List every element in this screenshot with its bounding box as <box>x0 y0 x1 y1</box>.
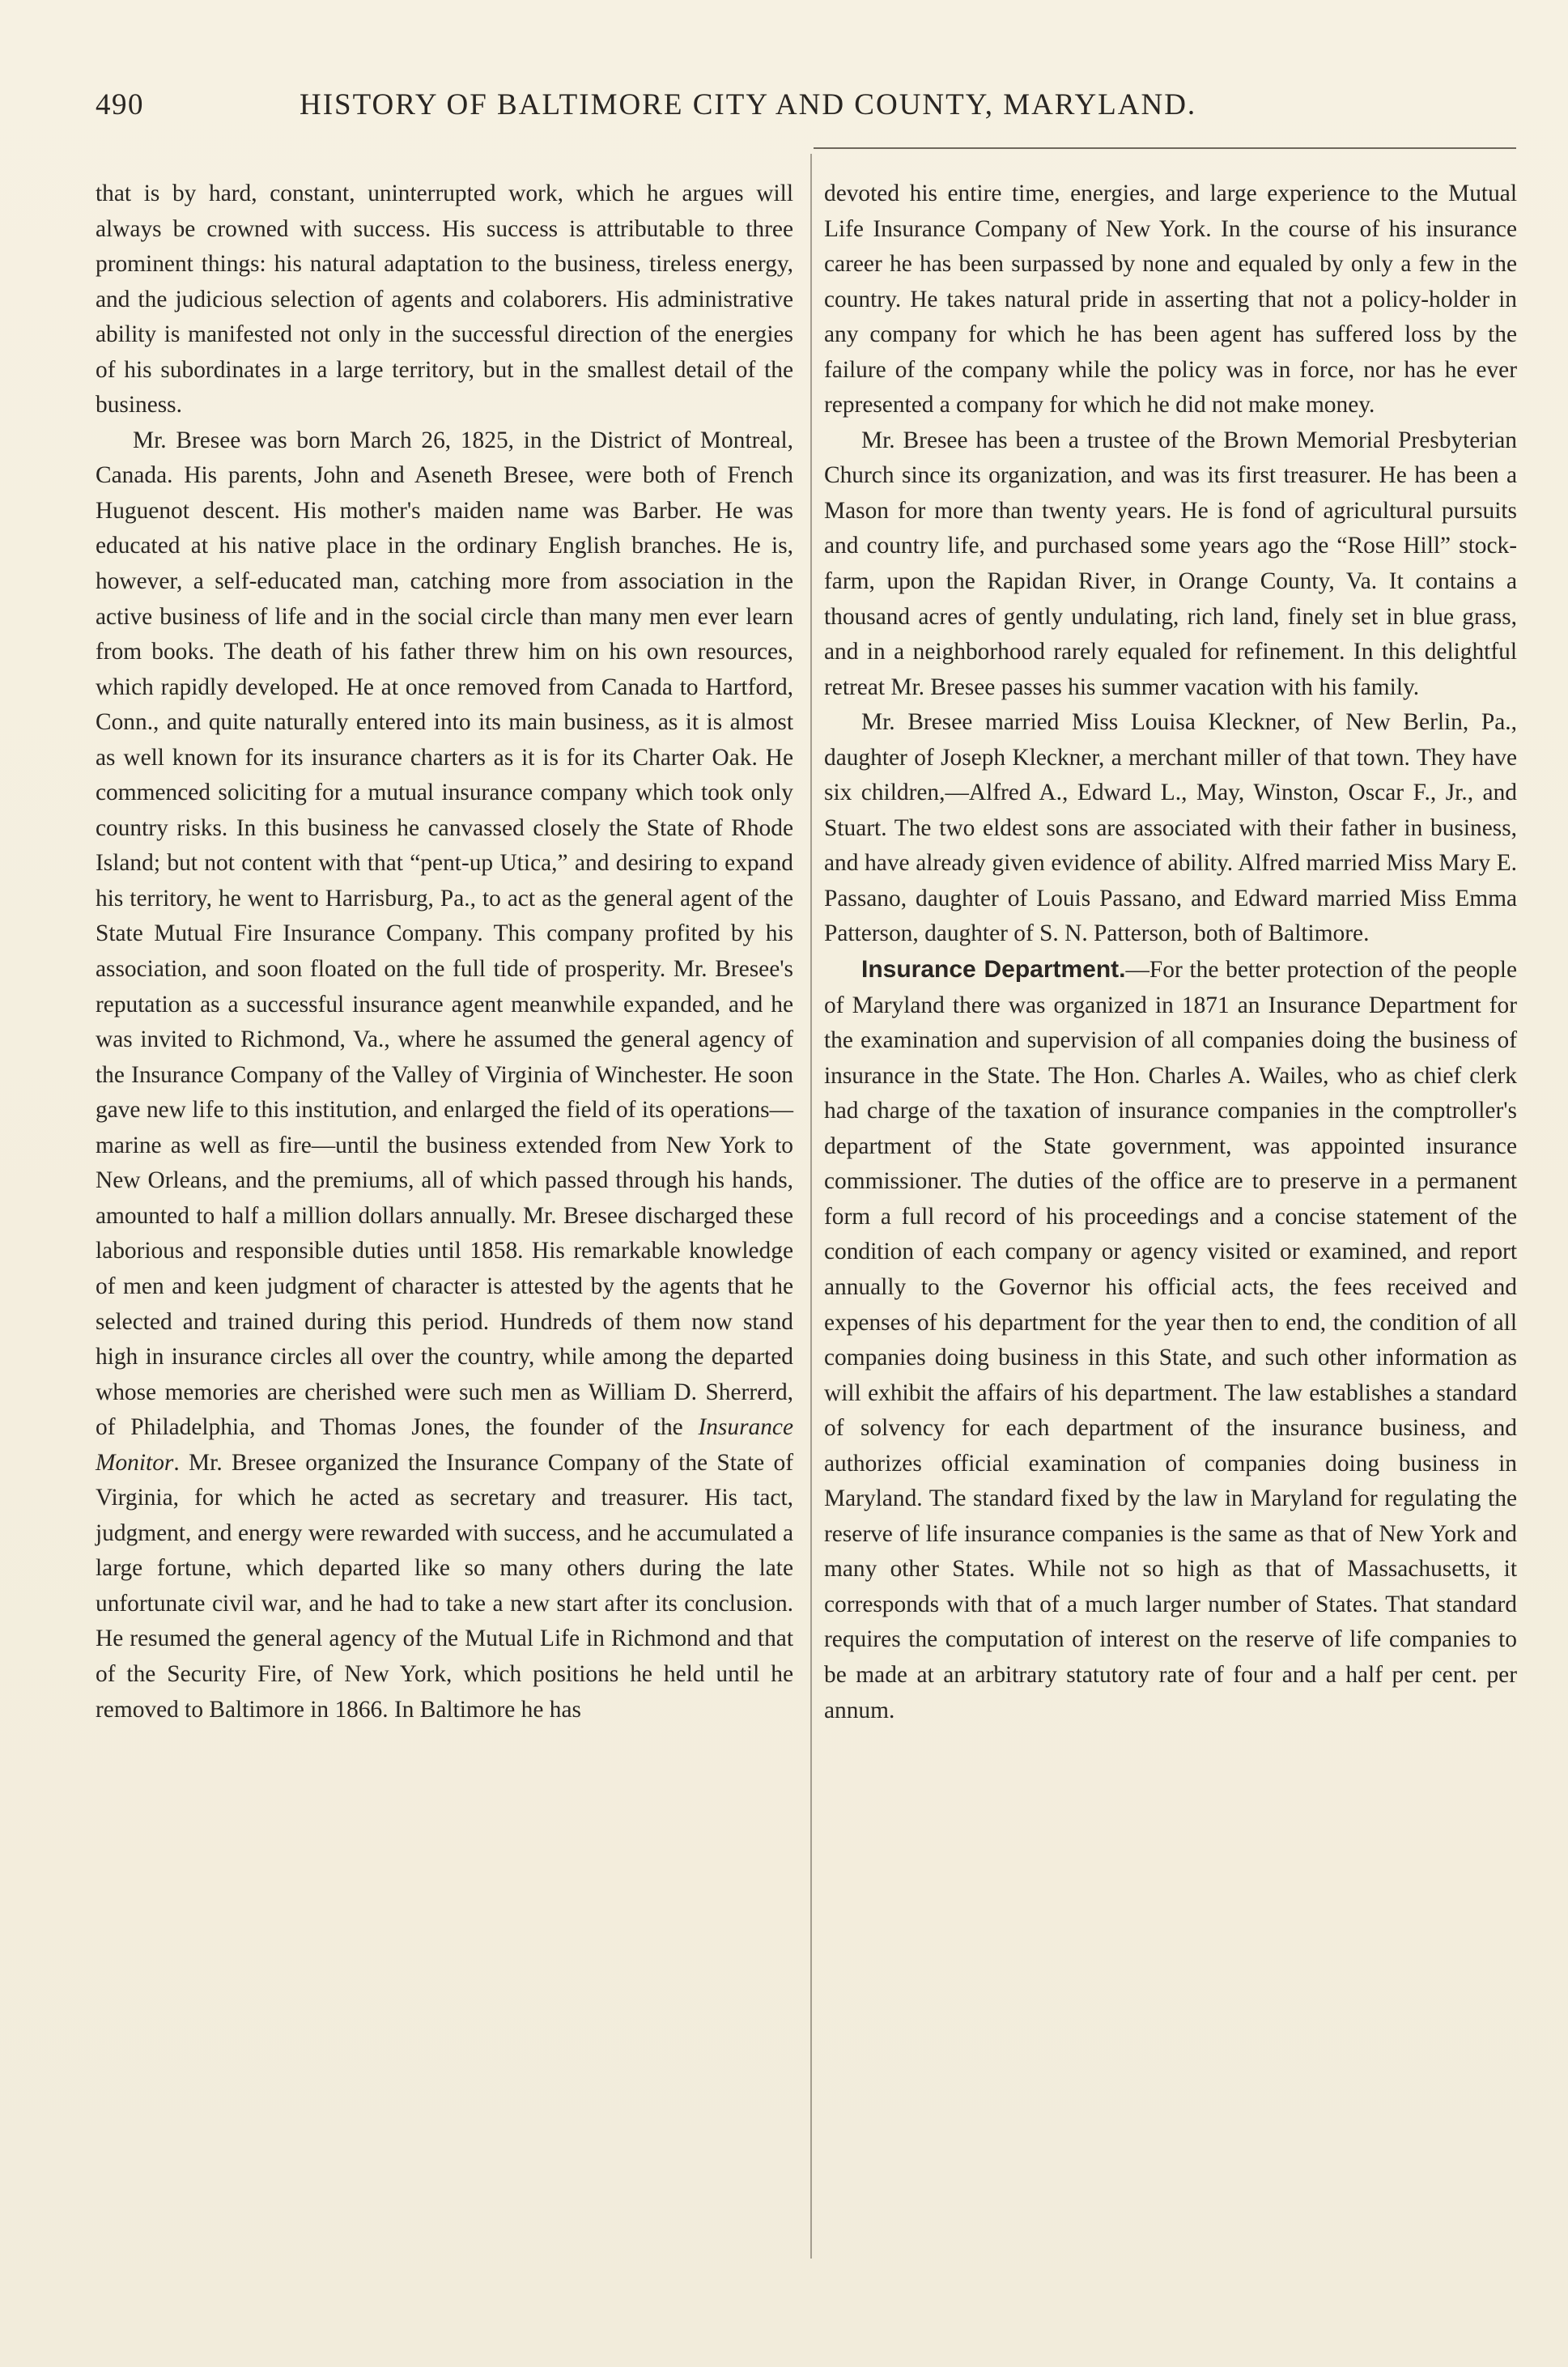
right-paragraph-3: Mr. Bresee married Miss Louisa Kleckner, of New Berlin, Pa., daughter of Joseph Kleckner, a merchant miller of that town. They have six children,—Alfred A., Edward L., May, Winston, Oscar F., Jr., and Stuart. The two eldest sons are associated with their father in business, and have already given evidence of ability. Alfred married Miss Mary E. Passano, daughter of Louis Passano, and Edward married Miss Emma Patterson, daughter of S. N. Patterson, both of Baltimore. <box>824 709 1517 947</box>
column-divider <box>810 154 812 2259</box>
right-paragraph-1: devoted his entire time, energies, and large experience to the Mutual Life Insurance Company of New York. In the course of his insurance career he has been surpassed by none and equaled by only a few in the country. He takes natural pride in asserting that not a policy-holder in any company for which he has been agent has suffered loss by the failure of the company while the policy was in force, nor has he ever represented a company for which he did not make money. <box>824 181 1517 419</box>
left-paragraph-1: that is by hard, constant, uninterrupted work, which he argues will always be crowned with success. His success is attributable to three prominent things: his natural adaptation to the business, tireless energy, and the judicious selection of agents and colaborers. His administrative ability is manifested not only in the successful direction of the energies of his subordinates in a large territory, but in the smallest detail of the business. <box>96 181 793 419</box>
section-heading: Insurance Department. <box>861 956 1126 984</box>
left-paragraph-2-part-a: Mr. Bresee was born March 26, 1825, in the District of Montreal, Canada. His parents, John and Aseneth Bresee, were both of French Huguenot descent. His mother's maiden name was Barber. He was educated at his native place in the ordinary English branches. He is, however, a self-educated man, catching more from association in the active business of life and in the social circle than many men ever learn from books. The death of his father threw him on his own resources, which rapidly developed. He at once removed from Canada to Hartford, Conn., and quite naturally entered into its main business, as it is almost as well known for its insurance charters as it is for its Charter Oak. He commenced soliciting for a mutual insurance company which took only country risks. In this business he canvassed closely the State of Rhode Island; but not content with that “pent-up Utica,” and desiring to expand his territory, he went to Harrisburg, Pa., to act as the general agent of the State Mutual Fire Insurance Company. This company profited by his association, and soon floated on the full tide of prosperity. Mr. Bresee's reputation as a successful insurance agent meanwhile expanded, and he was invited to Richmond, Va., where he assumed the general agency of the Insurance Company of the Valley of Virginia of Winchester. He soon gave new life to this institution, and enlarged the field of its operations—marine as well as fire—until the business extended from New York to New Orleans, and the premiums, all of which passed through his hands, amounted to half a million dollars annually. Mr. Bresee discharged these laborious and responsible duties until 1858. His remarkable knowledge of men and keen judgment of character is attested by the agents that he selected and trained during this period. Hundreds of them now stand high in insurance circles all over the country, while among the departed whose memories are cherished were such men as William D. Sherrerd, of Philadelphia, and Thomas Jones, the founder of the <box>96 427 793 1441</box>
running-title: HISTORY OF BALTIMORE CITY AND COUNTY, MARYLAND. <box>300 88 1197 121</box>
right-paragraph-4 <box>824 952 1517 1728</box>
left-paragraph-2-part-b: . Mr. Bresee organized the Insurance Company of the State of Virginia, for which he acted as secretary and treasurer. His tact, judgment, and energy were rewarded with success, and he accumulated a large fortune, which departed like so many others during the late unfortunate civil war, and he had to take a new start after its conclusion. He resumed the general agency of the Mutual Life in Richmond and that of the Security Fire, of New York, which positions he held until he removed to Baltimore in 1866. In Baltimore he has <box>96 1449 793 1723</box>
right-paragraph-2: Mr. Bresee has been a trustee of the Brown Memorial Presbyterian Church since its organization, and was its first treasurer. He has been a Mason for more than twenty years. He is fond of agricultural pursuits and country life, and purchased some years ago the “Rose Hill” stock-farm, upon the Rapidan River, in Orange County, Va. It contains a thousand acres of gently undulating, rich land, finely set in blue grass, and in a neighborhood rarely equaled for refinement. In this delightful retreat Mr. Bresee passes his summer vacation with his family. <box>824 427 1517 700</box>
right-column <box>824 176 1517 1728</box>
publication-title: Insurance Monitor <box>96 1414 793 1476</box>
section-body: —For the better protection of the people of Maryland there was organized in 1871 an Insurance Department for the examination and supervision of all companies doing the business of insurance in the State. The Hon. Charles A. Wailes, who as chief clerk had charge of the taxation of insurance companies in the comptroller's department of the State government, was appointed insurance commissioner. The duties of the office are to preserve in a permanent form a full record of his proceedings and a concise statement of the condition of each company or agency visited or examined, and report annually to the Governor his official acts, the fees received and expenses of his department for the year then to end, the condition of all companies doing business in this State, and such other information as will exhibit the affairs of his department. The law establishes a standard of solvency for each department of the insurance business, and authorizes official examination of companies doing business in Maryland. The standard fixed by the law in Maryland for regulating the reserve of life insurance companies is the same as that of New York and many other States. While not so high as that of Massachusetts, it corresponds with that of a much larger number of States. That standard requires the computation of interest on the reserve of life companies to be made at an arbitrary statutory rate of four and a half per cent. per annum. <box>824 957 1517 1723</box>
page-number: 490 <box>96 88 144 121</box>
page-header <box>96 87 1520 128</box>
left-paragraph-2 <box>96 423 793 1727</box>
left-column <box>96 176 793 1727</box>
header-rule <box>814 147 1516 149</box>
